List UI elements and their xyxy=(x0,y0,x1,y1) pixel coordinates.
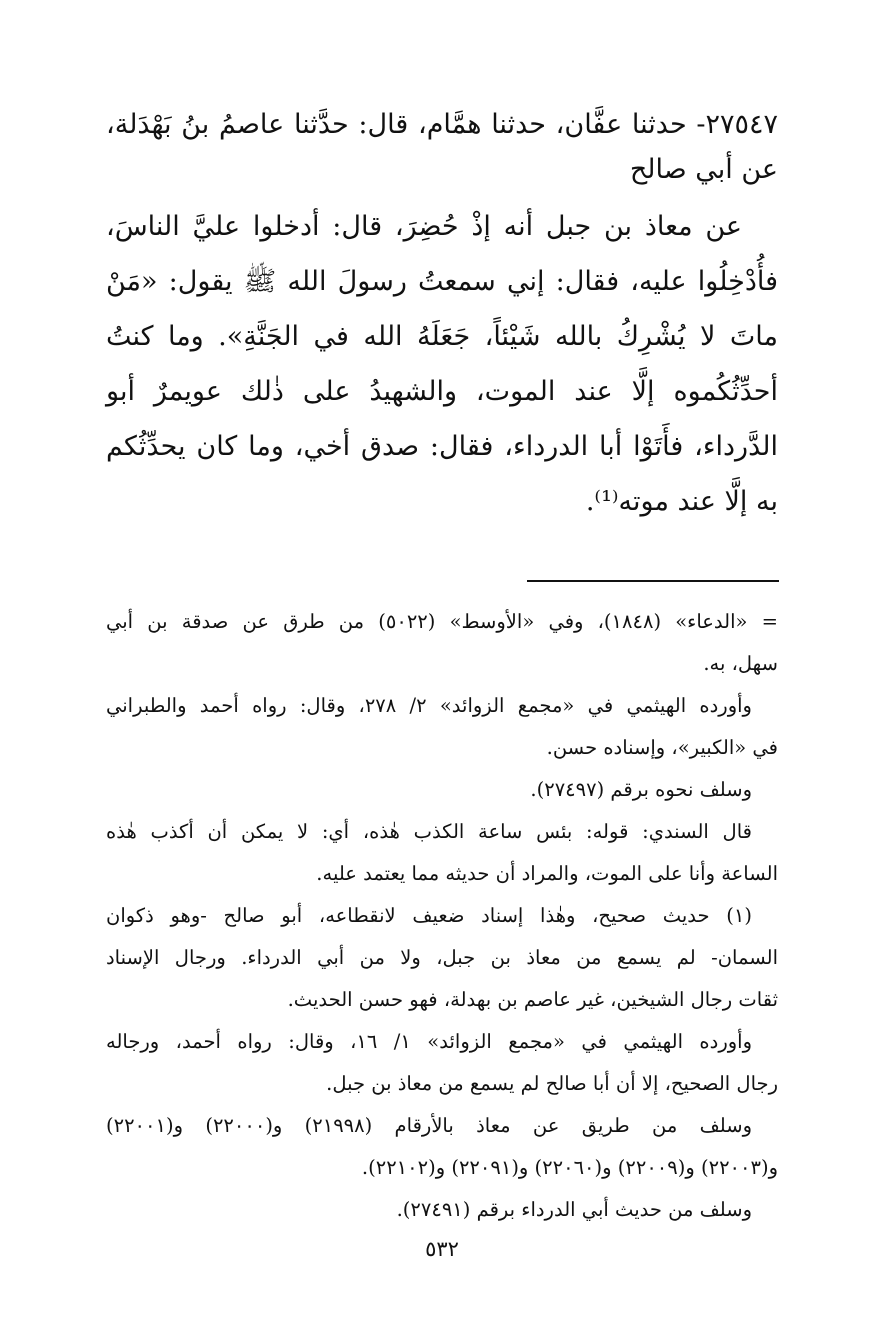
hadith-body-line: به إلَّا عند موته⁽¹⁾. xyxy=(585,486,778,517)
footnote-line: قال السندي: قوله: بئس ساعة الكذب هٰذه، أي: لا يمكن أن أكذب هٰذه xyxy=(106,820,752,843)
footnote-separator xyxy=(527,580,779,582)
footnote-line: وسلف نحوه برقم (٢٧٤٩٧). xyxy=(530,778,752,801)
footnote-line: الساعة وأنا على الموت، والمراد أن حديثه مما يعتمد عليه. xyxy=(316,862,778,885)
hadith-header-line: ٢٧٥٤٧- حدثنا عفَّان، حدثنا همَّام، قال: حدَّثنا عاصمُ بنُ بَهْدَلة، xyxy=(106,109,778,140)
footnote-line: وسلف من طريق عن معاذ بالأرقام (٢١٩٩٨) و(٢٢٠٠٠) و(٢٢٠٠١) xyxy=(106,1114,752,1137)
hadith-body-line: الدَّرداء، فأَتَوْا أبا الدرداء، فقال: صدق أخي، وما كان يحدِّثُكم xyxy=(106,431,778,462)
hadith-body-line: عن معاذ بن جبل أنه إذْ حُضِرَ، قال: أدخلوا عليَّ الناسَ، xyxy=(106,211,742,242)
footnote-line: (١) حديث صحيح، وهٰذا إسناد ضعيف لانقطاعه، أبو صالح -وهو ذكوان xyxy=(106,904,752,927)
hadith-body-line: ماتَ لا يُشْرِكُ بالله شَيْئاً، جَعَلَهُ الله في الجَنَّةِ». وما كنتُ xyxy=(106,321,778,352)
footnote-line: وأورده الهيثمي في «مجمع الزوائد» ٢/ ٢٧٨، وقال: رواه أحمد والطبراني xyxy=(106,694,752,717)
footnote-line: سهل، به. xyxy=(703,652,778,675)
footnote-line: في «الكبير»، وإسناده حسن. xyxy=(546,736,778,759)
hadith-body-line: فأُدْخِلُوا عليه، فقال: إني سمعتُ رسولَ الله ﷺ يقول: «مَنْ xyxy=(106,266,778,297)
footnote-line: رجال الصحيح، إلا أن أبا صالح لم يسمع من معاذ بن جبل. xyxy=(326,1072,778,1095)
footnote-line: السمان- لم يسمع من معاذ بن جبل، ولا من أبي الدرداء. ورجال الإسناد xyxy=(106,946,778,969)
footnote-line: ثقات رجال الشيخين، غير عاصم بن بهدلة، فهو حسن الحديث. xyxy=(287,988,778,1011)
footnote-line: وسلف من حديث أبي الدرداء برقم (٢٧٤٩١). xyxy=(396,1198,752,1221)
hadith-header-line: عن أبي صالح xyxy=(629,154,778,185)
hadith-body-line: أحدِّثُكُموه إلَّا عند الموت، والشهيدُ على ذٰلك عويمرٌ أبو xyxy=(106,376,778,407)
footnote-line: وأورده الهيثمي في «مجمع الزوائد» ١/ ١٦، وقال: رواه أحمد، ورجاله xyxy=(106,1030,752,1053)
footnote-line: = «الدعاء» (١٨٤٨)، وفي «الأوسط» (٥٠٢٢) من طرق عن صدقة بن أبي xyxy=(106,610,778,633)
footnote-line: و(٢٢٠٠٣) و(٢٢٠٠٩) و(٢٢٠٦٠) و(٢٢٠٩١) و(٢٢١٠٢). xyxy=(361,1156,778,1179)
page-number: ٥٣٢ xyxy=(425,1237,459,1261)
